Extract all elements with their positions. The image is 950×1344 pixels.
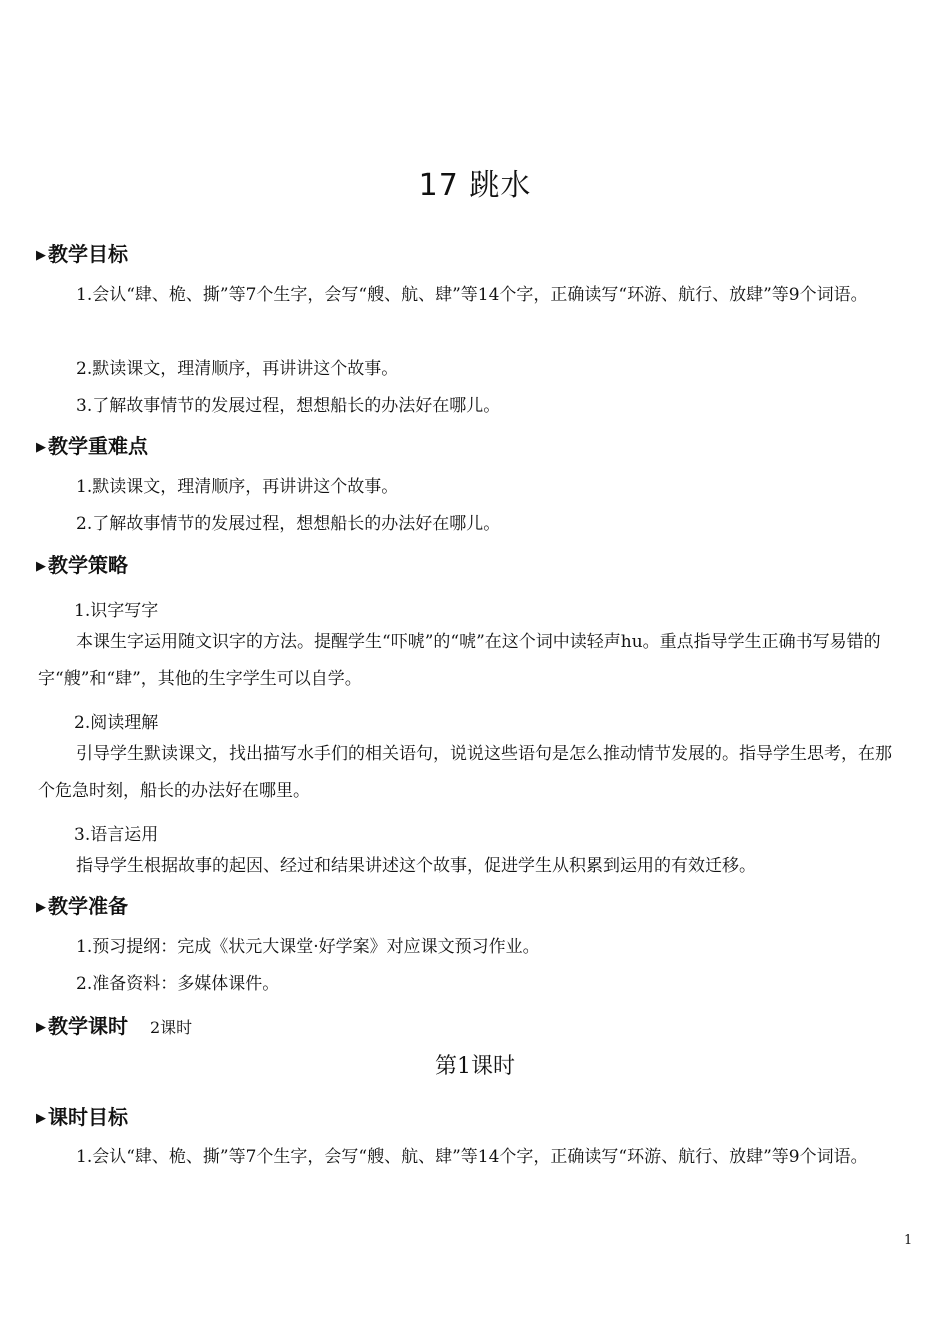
strategy-text-1: 本课生字运用随文识字的方法。提醒学生“吓唬”的“唬”在这个词中读轻声hu。重点指导学生正确书写易错的字“艘”和“肆”，其他的生字学生可以自学。 xyxy=(38,632,881,689)
strategy-sub-2: 2.阅读理解 xyxy=(74,713,159,733)
heading-text: 教学重难点 xyxy=(48,434,148,458)
lesson-title: 第1课时 xyxy=(435,1054,515,1079)
heading-text: 教学准备 xyxy=(48,894,128,918)
section-heading-lesson-goals xyxy=(36,1101,128,1130)
section-heading-hours xyxy=(36,1010,192,1039)
strategy-sub-3: 3.语言运用 xyxy=(74,825,159,845)
heading-text: 教学课时 xyxy=(48,1014,128,1038)
section-heading-strategy xyxy=(36,549,128,578)
section-heading-goals xyxy=(36,238,128,267)
strategy-text-3: 指导学生根据故事的起因、经过和结果讲述这个故事，促进学生从积累到运用的有效迁移。 xyxy=(76,856,756,876)
goal-item-2: 2.默读课文，理清顺序，再讲讲这个故事。 xyxy=(76,359,399,379)
triangle-bullet-icon: ▶ xyxy=(36,900,46,915)
heading-text: 课时目标 xyxy=(48,1105,128,1129)
triangle-bullet-icon: ▶ xyxy=(36,1020,46,1035)
strategy-sub-1: 1.识字写字 xyxy=(74,601,159,621)
triangle-bullet-icon: ▶ xyxy=(36,440,46,455)
heading-text: 教学策略 xyxy=(48,553,128,577)
page-number: 1 xyxy=(904,1233,913,1248)
lesson-goal-item-1: 1.会认“肆、桅、撕”等7个生字，会写“艘、航、肆”等14个字，正确读写“环游、航行、放肆”等9个词语。 xyxy=(76,1147,868,1167)
section-heading-key-points xyxy=(36,430,148,459)
hours-value: 2课时 xyxy=(150,1018,193,1037)
triangle-bullet-icon: ▶ xyxy=(36,559,46,574)
prep-item-2: 2.准备资料：多媒体课件。 xyxy=(76,974,280,994)
heading-text: 教学目标 xyxy=(48,242,128,266)
strategy-text-2: 引导学生默读课文，找出描写水手们的相关语句，说说这些语句是怎么推动情节发展的。指导学生思考，在那个危急时刻，船长的办法好在哪里。 xyxy=(38,744,892,801)
goal-item-3: 3.了解故事情节的发展过程，想想船长的办法好在哪儿。 xyxy=(76,396,501,416)
triangle-bullet-icon: ▶ xyxy=(36,248,46,263)
key-point-item-2: 2.了解故事情节的发展过程，想想船长的办法好在哪儿。 xyxy=(76,514,501,534)
goal-item-1: 1.会认“肆、桅、撕”等7个生字，会写“艘、航、肆”等14个字，正确读写“环游、航行、放肆”等9个词语。 xyxy=(76,285,868,305)
section-heading-prep xyxy=(36,890,128,919)
page-title: 17 跳水 xyxy=(418,168,532,203)
key-point-item-1: 1.默读课文，理清顺序，再讲讲这个故事。 xyxy=(76,477,399,497)
triangle-bullet-icon: ▶ xyxy=(36,1111,46,1126)
prep-item-1: 1.预习提纲：完成《状元大课堂·好学案》对应课文预习作业。 xyxy=(76,937,540,957)
